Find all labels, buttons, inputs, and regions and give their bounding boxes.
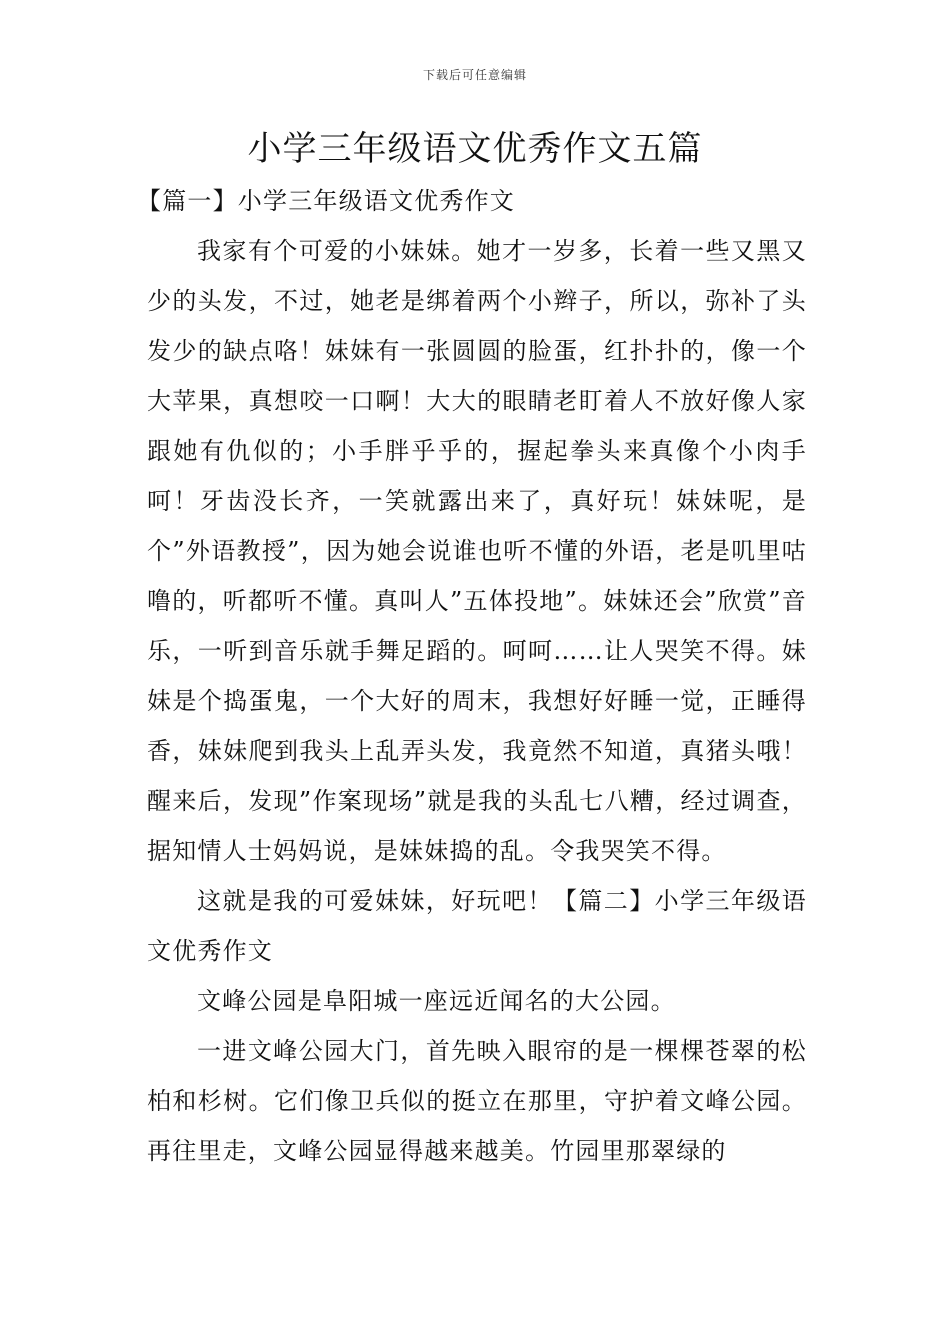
paragraph: 我家有个可爱的小妹妹。她才一岁多，长着一些又黑又少的头发，不过，她老是绑着两个小辫子，所以，弥补了头发少的缺点咯！妹妹有一张圆圆的脸蛋，红扑扑的，像一个大苹果，真想咬一口啊！大大的眼睛老盯着人不放好像人家跟她有仇似的；小手胖乎乎的，握起拳头来真像个小肉手呵！牙齿没长齐，一笑就露出来了，真好玩！妹妹呢，是个”外语教授”，因为她会说谁也听不懂的外语，老是叽里咕噜的，听都听不懂。真叫人”五体投地”。妹妹还会”欣赏”音乐，一听到音乐就手舞足蹈的。呵呵……让人哭笑不得。妹妹是个捣蛋鬼，一个大好的周末，我想好好睡一觉，正睡得香，妹妹爬到我头上乱弄头发，我竟然不知道，真猪头哦！醒来后，发现”作案现场”就是我的头乱七八糟，经过调查，据知情人士妈妈说，是妹妹捣的乱。令我哭笑不得。 bbox=[147, 237, 807, 865]
paragraph: 一进文峰公园大门，首先映入眼帘的是一棵棵苍翠的松柏和杉树。它们像卫兵似的挺立在那里，守护着文峰公园。再往里走，文峰公园显得越来越美。竹园里那翠绿的 bbox=[147, 1037, 807, 1165]
document-title: 小学三年级语文优秀作文五篇 bbox=[247, 129, 703, 169]
section-heading-1: 【篇一】小学三年级语文优秀作文 bbox=[137, 187, 515, 215]
header-note: 下载后可任意编辑 bbox=[422, 68, 527, 82]
paragraph: 文峰公园是阜阳城一座远近闻名的大公园。 bbox=[197, 987, 676, 1015]
paragraph: 这就是我的可爱妹妹，好玩吧！【篇二】小学三年级语文优秀作文 bbox=[147, 887, 807, 965]
document-body bbox=[137, 176, 807, 1176]
